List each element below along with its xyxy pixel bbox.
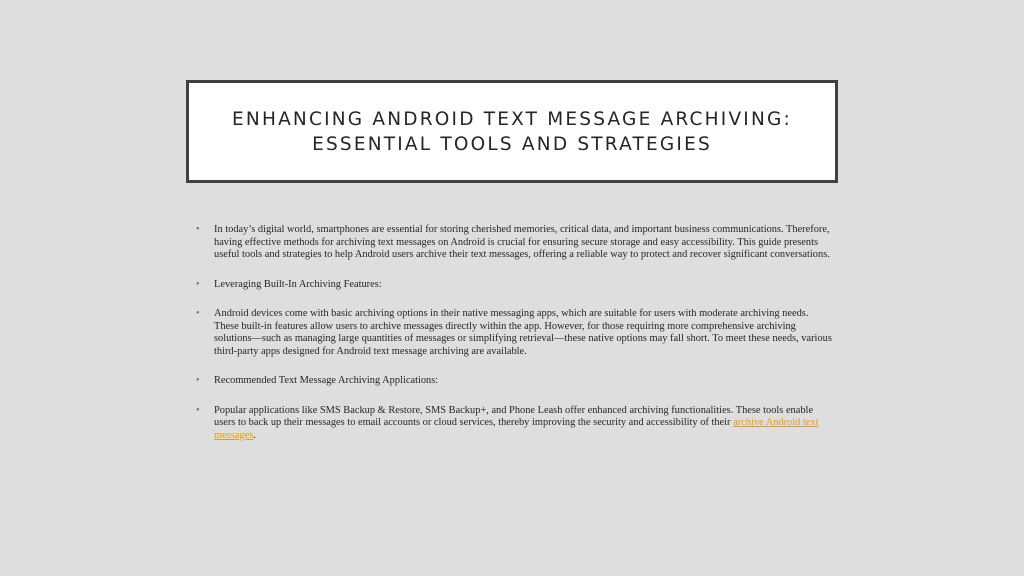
bullet-text: Leveraging Built-In Archiving Features:: [214, 278, 382, 290]
archive-android-messages-link[interactable]: archive Android text messages: [214, 417, 819, 441]
bullet-icon: •: [196, 375, 200, 386]
bullet-text: Android devices come with basic archiving options in their native messaging apps, which are suitable for users with moderate archiving needs. These built-in features allow users to archive messages directly within the app. However, for those requiring more comprehensive archiving solutions—such as managing large quantities of messages or simplifying retrieval—these native options may fall short. To meet these needs, various third-party apps designed for Android text message archiving are available.: [214, 308, 832, 357]
bullet-text: Recommended Text Message Archiving Applications:: [214, 375, 439, 386]
title-box: [186, 80, 838, 183]
bullet-text-end: .: [253, 429, 256, 441]
bullet-text: Popular applications like SMS Backup & Restore, SMS Backup+, and Phone Leash offer enhanced archiving functionalities. These tools enable users to back up their messages to email accounts or cloud services, thereby improving the security and accessibility of their: [214, 404, 814, 428]
bullet-icon: •: [196, 308, 200, 319]
bullet-icon: •: [196, 278, 200, 290]
bullet-item-built-in-details: [196, 308, 832, 358]
slide-title-line-1: ENHANCING ANDROID TEXT MESSAGE ARCHIVING:: [232, 108, 792, 130]
bullet-text: In today’s digital world, smartphones are essential for storing cherished memories, critical data, and important business communications. Therefore, having effective methods for archiving text messages on Android is crucial for ensuring secure storage and easy accessibility. This guide presents useful tools and strategies to help Android users archive their text messages, offering a reliable way to protect and recover significant conversations.: [214, 224, 830, 260]
bullet-icon: •: [196, 404, 200, 416]
bullet-icon: •: [196, 224, 200, 235]
bullet-list: [196, 224, 832, 459]
bullet-item-apps-details: [196, 405, 832, 443]
bullet-item-intro: [196, 224, 832, 262]
slide-title-line-2: ESSENTIAL TOOLS AND STRATEGIES: [312, 133, 712, 155]
bullet-item-apps-heading: [196, 375, 832, 388]
bullet-item-built-in-heading: [196, 279, 832, 292]
